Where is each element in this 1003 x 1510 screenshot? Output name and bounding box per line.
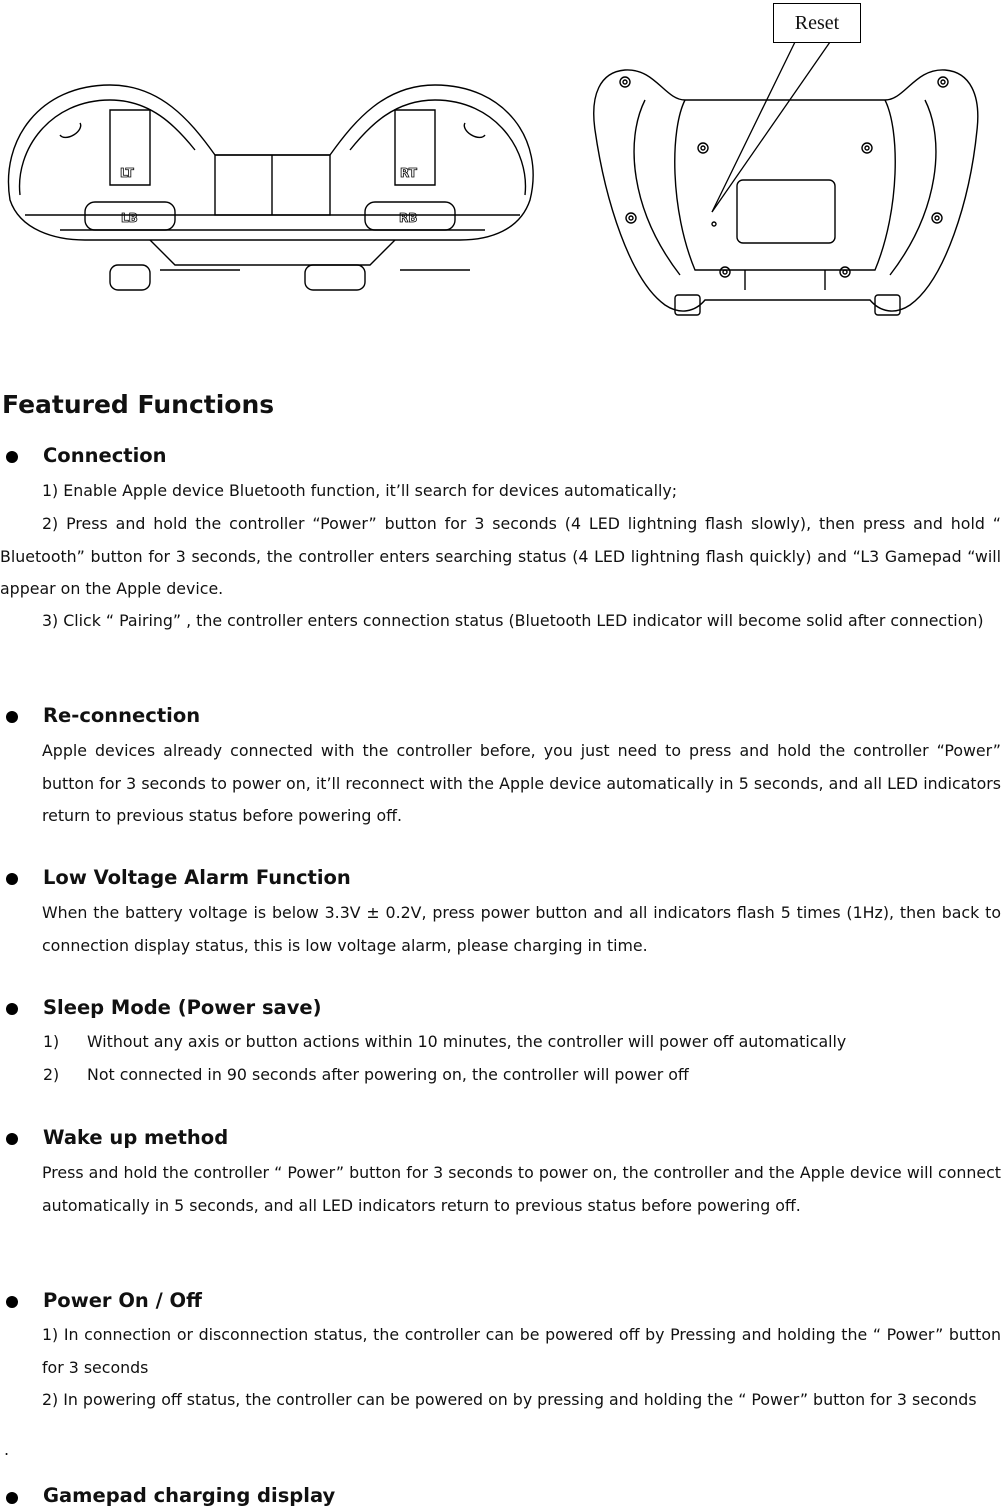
bullet-charging xyxy=(6,1492,18,1504)
lb-label: LB xyxy=(121,211,138,225)
bullet-sleep-mode xyxy=(6,1003,18,1015)
reset-callout-pointer xyxy=(700,40,840,220)
rb-label: RB xyxy=(399,211,418,225)
lt-label: LT xyxy=(120,166,134,180)
power-step-1: 1) In connection or disconnection status, the controller can be powered off by Pressing and holding the “ Power” button for 3 seconds xyxy=(42,1325,1001,1377)
sleep-item-2-text: Not connected in 90 seconds after powering on, the controller will power off xyxy=(87,1065,689,1084)
connection-step-2: 2) Press and hold the controller “Power” button for 3 seconds (4 LED lightning flash slowly), then press and hold “ Bluetooth” button for 3 seconds, the controller enters searching status (4 LED lightning flash quickly) and “L3 Gamepad “will appear on the Apple device. xyxy=(0,514,1001,598)
rt-label: RT xyxy=(400,166,417,180)
sleep-item-1-text: Without any axis or button actions within 10 minutes, the controller will power off automatically xyxy=(87,1032,847,1051)
heading-connection: Connection xyxy=(43,444,167,467)
bullet-low-voltage xyxy=(6,873,18,885)
sleep-item-2-num: 2) xyxy=(43,1065,60,1084)
bullet-reconnection xyxy=(6,711,18,723)
wake-up-text: Press and hold the controller “ Power” button for 3 seconds to power on, the controller and the Apple device will connect automatically in 5 seconds, and all LED indicators return to previous status before powering off. xyxy=(42,1163,1001,1215)
heading-wake-up: Wake up method xyxy=(43,1126,229,1149)
stray-dot: . xyxy=(4,1440,10,1459)
heading-charging: Gamepad charging display xyxy=(43,1484,336,1507)
heading-sleep-mode: Sleep Mode (Power save) xyxy=(43,996,322,1019)
reconnection-text: Apple devices already connected with the controller before, you just need to press and hold the controller “Power” button for 3 seconds to power on, it’ll reconnect with the Apple device automatically in 5 seconds, and all LED indicators return to previous status before powering off. xyxy=(42,741,1001,825)
page-title: Featured Functions xyxy=(2,390,275,419)
bullet-connection xyxy=(6,451,18,463)
sleep-item-1-num: 1) xyxy=(43,1032,60,1051)
heading-reconnection: Re-connection xyxy=(43,704,201,727)
connection-step-1: 1) Enable Apple device Bluetooth function, it’ll search for devices automatically; xyxy=(42,481,678,500)
heading-low-voltage: Low Voltage Alarm Function xyxy=(43,866,351,889)
figures-area xyxy=(0,0,1003,340)
reset-callout-label: Reset xyxy=(773,3,861,43)
bullet-power xyxy=(6,1296,18,1308)
power-step-2: 2) In powering off status, the controller can be powered on by pressing and holding the “ Power” button for 3 seconds xyxy=(42,1390,977,1409)
connection-step-3: 3) Click “ Pairing” , the controller enters connection status (Bluetooth LED indicator will become solid after connection) xyxy=(42,611,984,630)
bullet-wake-up xyxy=(6,1133,18,1145)
controller-front-view xyxy=(0,80,545,305)
heading-power: Power On / Off xyxy=(43,1289,202,1312)
low-voltage-text: When the battery voltage is below 3.3V ± 0.2V, press power button and all indicators flash 5 times (1Hz), then back to connection display status, this is low voltage alarm, please charging in time. xyxy=(42,903,1001,955)
